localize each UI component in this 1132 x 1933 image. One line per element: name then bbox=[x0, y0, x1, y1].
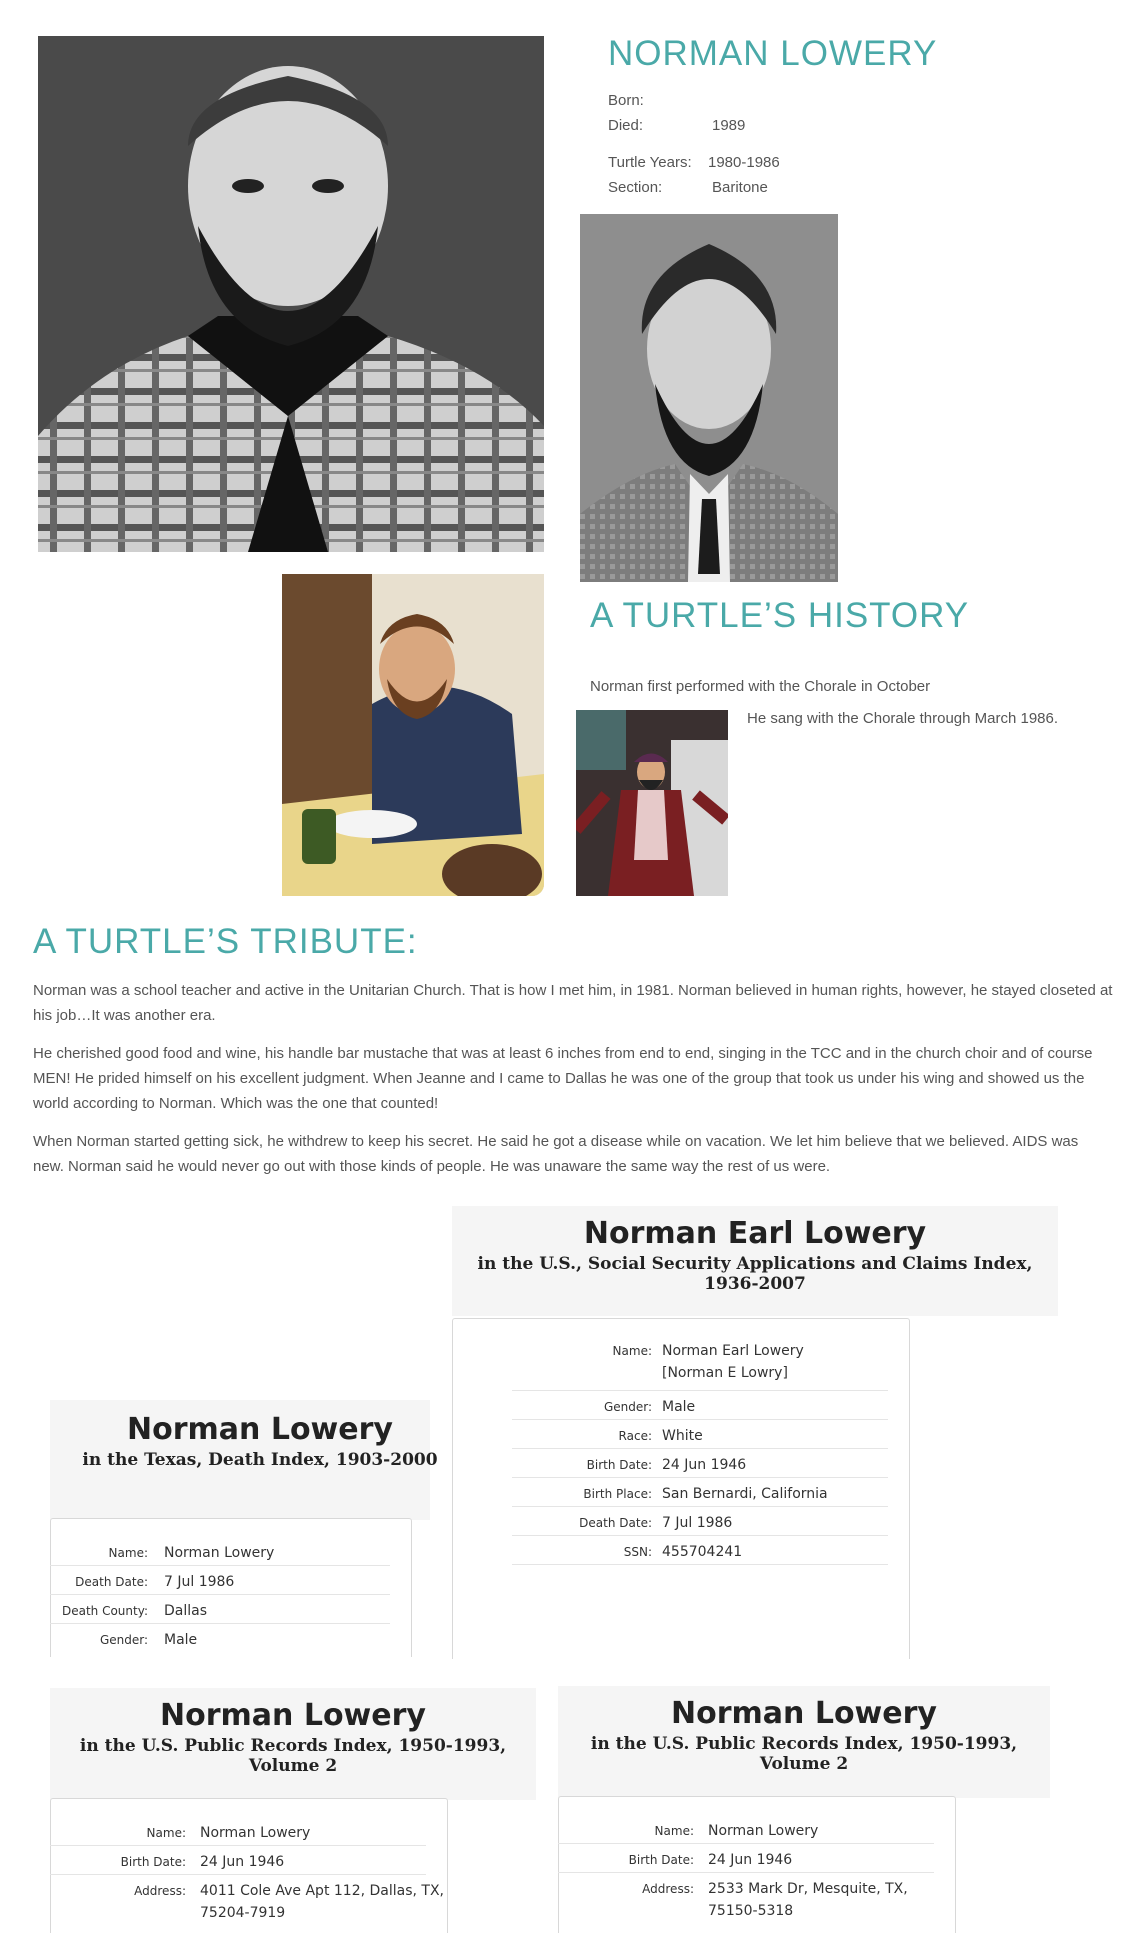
public1-address-zip: 75204-7919 bbox=[200, 1905, 286, 1921]
ssa-name-value: Norman Earl Lowery bbox=[662, 1343, 804, 1359]
ssa-birth-place-key: Birth Place: bbox=[583, 1487, 652, 1501]
ssa-separator bbox=[512, 1535, 888, 1536]
tribute-paragraph-3: When Norman started getting sick, he withdrew to keep his secret. He said he got a disease while on vacation. We let him believe that we believed. AIDS was new. Norman said he would never go out with those kinds of people. He was unaware the same way the rest of us were. bbox=[33, 1133, 1079, 1175]
ssa-race-value: White bbox=[662, 1428, 703, 1444]
section-label: Section: bbox=[608, 179, 663, 196]
public1-birth-date-key: Birth Date: bbox=[120, 1855, 186, 1869]
ssa-separator bbox=[512, 1564, 888, 1565]
public2-separator bbox=[558, 1843, 934, 1844]
public2-address-value: 2533 Mark Dr, Mesquite, TX, bbox=[708, 1881, 908, 1897]
texas-death-date-value: 7 Jul 1986 bbox=[164, 1574, 235, 1590]
born-label: Born: bbox=[608, 92, 644, 109]
ssa-separator bbox=[512, 1448, 888, 1449]
ssa-separator bbox=[512, 1419, 888, 1420]
public2-address-zip: 75150-5318 bbox=[708, 1903, 794, 1919]
portrait-photo-suit bbox=[580, 214, 838, 582]
ssa-birth-date-value: 24 Jun 1946 bbox=[662, 1457, 747, 1473]
texas-death-county-key: Death County: bbox=[61, 1604, 148, 1618]
history-line-2: He sang with the Chorale through March 1986. bbox=[747, 710, 1059, 727]
ssa-name-key: Name: bbox=[612, 1344, 652, 1358]
ssa-separator bbox=[512, 1390, 888, 1391]
ssa-separator bbox=[512, 1506, 888, 1507]
ssa-death-date-value: 7 Jul 1986 bbox=[662, 1515, 733, 1531]
public2-birth-date-value: 24 Jun 1946 bbox=[708, 1852, 793, 1868]
suit-portrait-illustration bbox=[580, 214, 838, 582]
texas-gender-key: Gender: bbox=[99, 1633, 148, 1647]
texas-record-subtitle: in the Texas, Death Index, 1903-2000 bbox=[82, 1450, 438, 1470]
died-label: Died: bbox=[608, 117, 644, 134]
section-value: Baritone bbox=[712, 179, 768, 196]
public2-address-key: Address: bbox=[642, 1882, 694, 1896]
public1-address-key: Address: bbox=[134, 1884, 186, 1898]
texas-gender-value: Male bbox=[164, 1632, 198, 1648]
vitals-block bbox=[608, 92, 1008, 202]
texas-name-key: Name: bbox=[108, 1546, 148, 1560]
ssa-record-subtitle: in the U.S., Social Security Applications and Claims Index, 1936-2007 bbox=[477, 1254, 1033, 1294]
ssa-death-date-key: Death Date: bbox=[579, 1516, 652, 1530]
tribute-heading: A TURTLE’S TRIBUTE: bbox=[33, 922, 418, 961]
public-records-card-mesquite bbox=[558, 1686, 1050, 1932]
history-line-1: Norman first performed with the Chorale in October bbox=[590, 678, 931, 695]
person-name-heading: NORMAN LOWERY bbox=[608, 34, 938, 73]
costume-photo bbox=[576, 710, 728, 896]
texas-record-title: Norman Lowery bbox=[127, 1412, 393, 1447]
ssa-name-alt-value: [Norman E Lowry] bbox=[662, 1365, 788, 1381]
ssa-gender-key: Gender: bbox=[603, 1400, 652, 1414]
history-heading: A TURTLE’S HISTORY bbox=[590, 596, 970, 635]
dinner-photo bbox=[282, 574, 544, 896]
turtle-years-label: Turtle Years: bbox=[608, 154, 692, 171]
public1-name-value: Norman Lowery bbox=[200, 1825, 311, 1841]
costume-illustration bbox=[576, 710, 728, 896]
public1-birth-date-value: 24 Jun 1946 bbox=[200, 1854, 285, 1870]
public2-name-key: Name: bbox=[654, 1824, 694, 1838]
texas-separator bbox=[50, 1565, 390, 1566]
ssa-record-card bbox=[452, 1206, 1058, 1658]
died-value: 1989 bbox=[712, 117, 746, 134]
ssa-ssn-value: 455704241 bbox=[662, 1544, 743, 1560]
portrait-photo-large bbox=[38, 36, 544, 552]
public1-separator bbox=[50, 1874, 426, 1875]
portrait-illustration bbox=[38, 36, 544, 552]
tribute-paragraph-1: Norman was a school teacher and active in the Unitarian Church. That is how I met him, in 1981. Norman believed in human rights, however, he stayed closeted at his job…It was another era. bbox=[33, 982, 1113, 1024]
public1-name-key: Name: bbox=[146, 1826, 186, 1840]
ssa-birth-place-value: San Bernardi, California bbox=[662, 1486, 828, 1502]
ssa-race-key: Race: bbox=[618, 1429, 652, 1443]
ssa-birth-date-key: Birth Date: bbox=[586, 1458, 652, 1472]
ssa-ssn-key: SSN: bbox=[623, 1545, 652, 1559]
texas-death-date-key: Death Date: bbox=[75, 1575, 148, 1589]
public-records-card-dallas bbox=[50, 1688, 536, 1932]
texas-death-county-value: Dallas bbox=[164, 1603, 208, 1619]
public-records-title-mesquite: Norman Lowery bbox=[671, 1696, 937, 1731]
texas-separator bbox=[50, 1623, 390, 1624]
public-records-subtitle-dallas: in the U.S. Public Records Index, 1950-1993, Volume 2 bbox=[79, 1736, 507, 1776]
ssa-record-title: Norman Earl Lowery bbox=[583, 1216, 927, 1251]
ssa-gender-value: Male bbox=[662, 1399, 696, 1415]
public-records-title-dallas: Norman Lowery bbox=[160, 1698, 426, 1733]
texas-name-value: Norman Lowery bbox=[164, 1545, 275, 1561]
ssa-separator bbox=[512, 1477, 888, 1478]
dinner-illustration bbox=[282, 574, 544, 896]
texas-separator bbox=[50, 1594, 390, 1595]
turtle-years-value: 1980-1986 bbox=[708, 154, 780, 171]
public2-name-value: Norman Lowery bbox=[708, 1823, 819, 1839]
public2-birth-date-key: Birth Date: bbox=[628, 1853, 694, 1867]
tribute-paragraph-2: He cherished good food and wine, his handle bar mustache that was at least 6 inches from end to end, singing in the TCC and in the church choir and of course MEN! He prided himself on his excellent judgment. When Jeanne and I came to Dallas he was one of the group that took us under his wing and showed us the world according to Norman. Which was the one that counted! bbox=[33, 1045, 1093, 1112]
public-records-subtitle-mesquite: in the U.S. Public Records Index, 1950-1993, Volume 2 bbox=[590, 1734, 1018, 1774]
public2-separator bbox=[558, 1872, 934, 1873]
public1-separator bbox=[50, 1845, 426, 1846]
texas-record-card bbox=[50, 1400, 438, 1656]
public1-address-value: 4011 Cole Ave Apt 112, Dallas, TX, bbox=[200, 1883, 445, 1899]
